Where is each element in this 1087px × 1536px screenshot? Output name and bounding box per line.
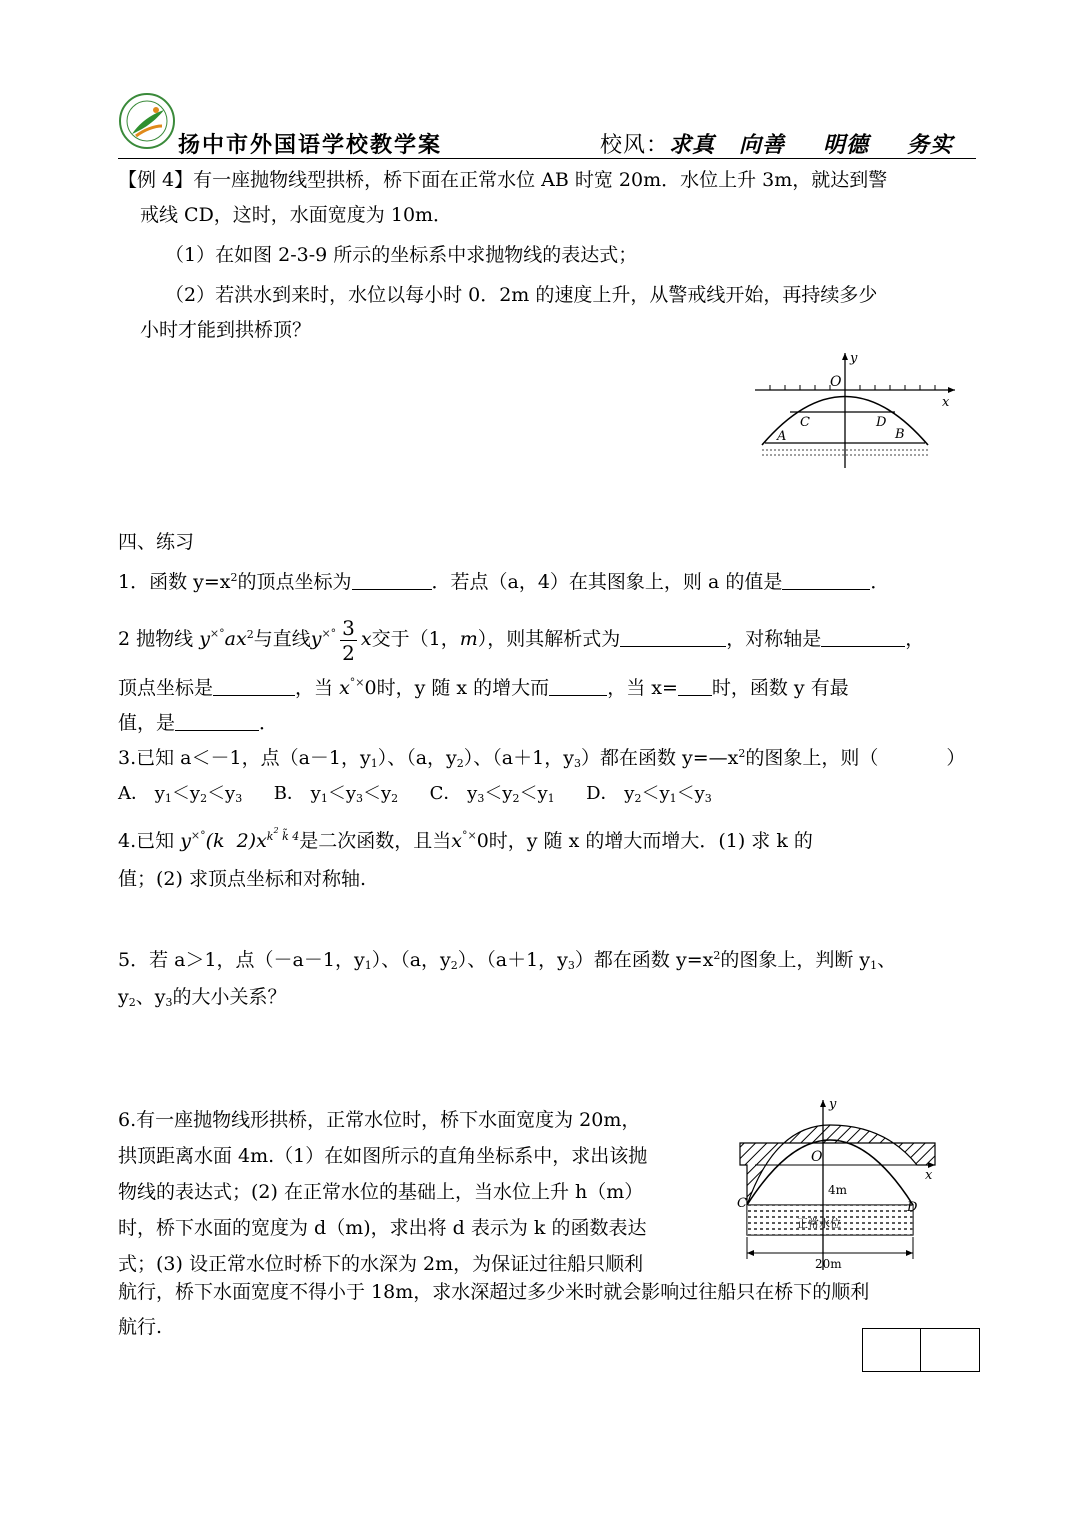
section-title: 四、练习: [118, 531, 195, 553]
motto-word-3: 明德: [823, 132, 870, 158]
problem-5-line2: $y_2$、$y_3$的大小关系？: [118, 986, 287, 1009]
school-logo: [118, 92, 176, 150]
example4-line1: 【例 4】有一座抛物线型拱桥，桥下面在正常水位 AB 时宽 20m．水位上升 3m，就达到警: [118, 169, 888, 191]
problem-5-line1: 5．若 a＞1，点（－a－1，$y_1$）、（a，$y_2$）、（a＋1，$y_3$）都在函数 $y=x^2$的图象上，判断 $y_1$、: [118, 949, 897, 972]
problem-4-line2: 值；(2) 求顶点坐标和对称轴.: [118, 868, 366, 890]
school-motto: [600, 128, 953, 159]
parabola-bridge-figure: [750, 350, 965, 470]
example4-line2: 戒线 CD，这时，水面宽度为 10m．: [140, 204, 453, 226]
page-title: 扬中市外国语学校教学案: [178, 132, 443, 158]
point-b-label: B: [895, 427, 905, 442]
problem-2-line3: 值，是 ．: [118, 712, 279, 734]
problem-3: 3.已知 a＜－1，点（a－1，$y_1$）、（a，$y_2$）、（a＋1，$y_3$）都在函数 $y=—x^2$的图象上，则（ ）: [118, 747, 966, 770]
axis-label-x-2: x: [925, 1168, 933, 1183]
example4-q2-line2: 小时才能到拱桥顶？: [140, 319, 312, 341]
fraction-3-2: $\frac{3}{2}$: [342, 615, 355, 665]
motto-word-4: 务实: [907, 132, 954, 158]
problem-6-line7: 航行.: [118, 1316, 163, 1338]
header-rule: [118, 158, 976, 159]
problem-6-line3: 物线的表达式；(2) 在正常水位的基础上，当水位上升 h（m）: [118, 1181, 644, 1203]
problem-2-line2: 顶点坐标是 ，当 x°×0时，y 随 x 的增大而 ，当 x= 时，函数 y 有最: [118, 676, 849, 699]
problem-4-line1: 4.已知 y×°(k $2)x^{k^2 k̃ 4}$是二次函数，且当x°×0时，y 随 x 的增大而增大．(1) 求 k 的: [118, 826, 813, 852]
water-level-label: 正常水位: [797, 1217, 841, 1230]
problem-6-line6: 航行，桥下水面宽度不得小于 18m，求水深超过多少米时就会影响过往船只在桥下的顺利: [118, 1281, 870, 1303]
point-c-label-2: C: [737, 1196, 747, 1211]
axis-label-x: x: [942, 395, 950, 410]
point-c-label: C: [800, 415, 810, 430]
axis-label-y-2: y: [829, 1097, 837, 1112]
option-d: D． $y_2<y_1<y_3$: [586, 783, 712, 805]
point-a-label: A: [777, 429, 787, 444]
width-label: 20m: [815, 1257, 842, 1271]
motto-label: 校风：: [600, 133, 670, 158]
problem-3-options: [118, 779, 712, 805]
origin-label: O: [830, 374, 842, 390]
option-a: A． $y_1<y_2<y_3$: [118, 783, 243, 805]
example4-q2-line1: （2）若洪水到来时，水位以每小时 0．2m 的速度上升，从警戒线开始，再持续多少: [165, 284, 878, 306]
option-b: B． $y_1<y_3<y_2$: [273, 783, 399, 805]
point-d-label-2: D: [907, 1200, 918, 1215]
problem-6-line5: 式；(3) 设正常水位时桥下的水深为 2m，为保证过往船只顺利: [118, 1253, 644, 1275]
axis-label-y: y: [850, 351, 858, 366]
problem-6-line1: 6.有一座抛物线形拱桥，正常水位时，桥下水面宽度为 20m，: [118, 1109, 641, 1131]
problem-1: 1．函数 $y=x^2$的顶点坐标为 ．若点（a，4）在其图象上，则 a 的值是 ．: [118, 571, 890, 593]
example4-q1: （1）在如图 2-3-9 所示的坐标系中求抛物线的表达式；: [165, 244, 638, 266]
origin-label-2: O: [811, 1149, 823, 1165]
point-d-label: D: [876, 415, 887, 430]
option-c: C． $y_3<y_2<y_1$: [429, 783, 555, 805]
problem-6-line4: 时，桥下水面的宽度为 d（m)，求出将 d 表示为 k 的函数表达: [118, 1217, 647, 1239]
problem-2-line1: 2 抛物线 $y^{\times^\circ}ax^2$与直线y×° $\frac{3}{2}$ x交于（1，m），则其解析式为 ，对称轴是 ，: [118, 615, 925, 665]
height-label: 4m: [828, 1183, 848, 1197]
score-box: [862, 1328, 980, 1372]
arch-bridge-water-figure: [735, 1095, 940, 1275]
motto-word-2: 向善: [739, 132, 786, 158]
problem-6-line2: 拱顶距离水面 4m.（1）在如图所示的直角坐标系中，求出该抛: [118, 1145, 648, 1167]
motto-word-1: 求真: [669, 132, 716, 158]
